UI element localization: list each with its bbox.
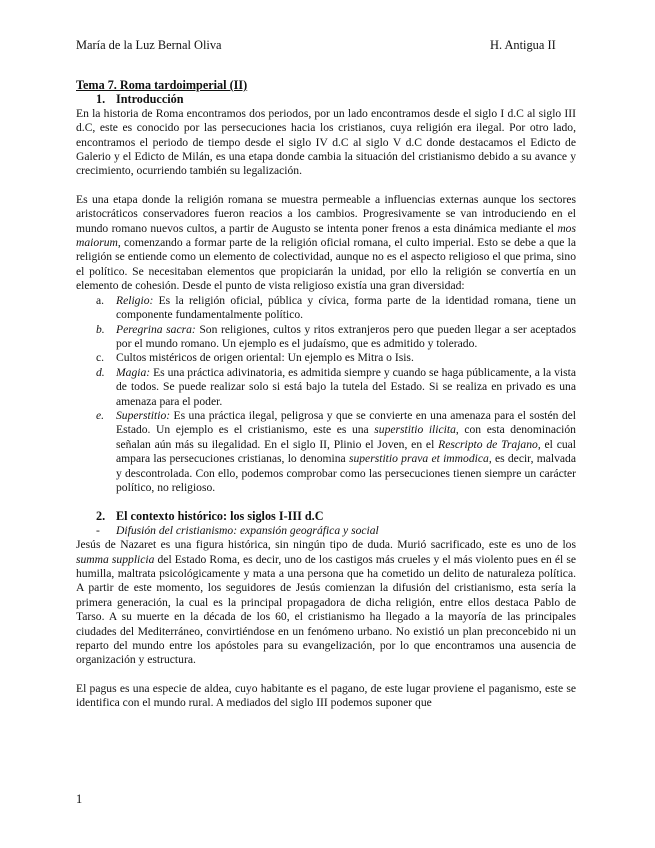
header-author: María de la Luz Bernal Oliva (76, 38, 222, 52)
section-1-number: 1. (96, 92, 106, 107)
document-body (76, 78, 576, 711)
list-item: b. Peregrina sacra: Son religiones, cultos y ritos extranjeros pero que pueden llegar a ser aceptados por el mundo romano. Un ejemplo es el judaísmo, que es admitido y tolerado. (96, 322, 576, 350)
document-title: Tema 7. Roma tardoimperial (II) (76, 78, 248, 92)
list-item: a. Religio: Es la religión oficial, pública y cívica, forma parte de la identidad romana, tiene un componente fundamentalmente político. (96, 293, 576, 322)
section-1-title: Introducción (116, 92, 184, 107)
section-2-subheading: - Difusión del cristianismo: expansión geográfica y social (96, 523, 379, 537)
section-2-heading (76, 509, 576, 523)
section-1-heading (76, 92, 576, 106)
list-item: c. Cultos mistéricos de origen oriental: Un ejemplo es Mitra o Isis. (96, 351, 414, 365)
page-number: 1 (76, 792, 83, 806)
header-course: H. Antigua II (490, 38, 556, 52)
section-1-paragraph-2: Es una etapa donde la religión romana se muestra permeable a influencias externas aunque los sectores aristocráticos conservadores fueron reacios a los cambios. Progresivamente se van introduciendo en el mundo romano nuevos cultos, a partir de Augusto se intenta poner frenos a esta dinámica mediante el mos maiorum, comenzando a formar parte de la religión oficial romana, el culto imperial. Esto se debe a que la religión se entiende como un elemento de colectividad, aunque no es el aspecto religioso el que prima, sino el político. Se necesitaban elementos que propiciarán la unidad, por ello la religión se convertía en un elemento de cohesión. Desde el punto de vista religioso existía una gran diversidad: (76, 192, 576, 293)
section-2-paragraph-2: El pagus es una especie de aldea, cuyo habitante es el pagano, de este lugar proviene el paganismo, este se identifica con el mundo rural. A mediados del siglo III podemos suponer que (76, 681, 576, 710)
list-item: e. Superstitio: Es una práctica ilegal, peligrosa y que se convierte en una amenaza para el sostén del Estado. Un ejemplo es el cristianismo, este es una superstitio ilicita, con esta denominación señalan aún más su ilegalidad. En el siglo II, Plinio el Joven, en el Rescripto de Trajano, el cual ampara las persecuciones cristianas, lo denomina superstitio prava et immodica, es decir, malvada y descontrolada. Con ello, podemos comprobar como las persecuciones tienen siempre un carácter político, no religioso. (96, 408, 577, 494)
section-2-number: 2. (96, 509, 106, 524)
section-2-title: El contexto histórico: los siglos I-III d.C (116, 509, 324, 524)
section-2-paragraph-1: Jesús de Nazaret es una figura histórica, sin ningún tipo de duda. Murió sacrificado, este es uno de los summa supplicia del Estado Roma, es decir, uno de los castigos más crueles y el más violento pues en él se humilla, maltrata psicológicamente y mata a una persona que ha cometido un delito de naturaleza política. A partir de este momento, los seguidores de Jesús comienzan la difusión del cristianismo, esta sería la primera generación, la cual es la principal propagadora de dicha religión, entre ellos destaca Pablo de Tarso. A su muerte en la década de los 60, el cristianismo ha llegado a la mayoría de las principales ciudades del Mediterráneo, convirtiéndose en un fenómeno urbano. No existió un plan preconcebido ni un reparto del mundo entre los apóstoles para su evangelización, por lo que encontramos una ausencia de organización y estructura. (76, 538, 577, 667)
list-item: d. Magia: Es una práctica adivinatoria, es admitida siempre y cuando se haga públicamente, a la vista de todos. Se puede realizar solo si está bajo la tutela del Estado. Si se realiza en privado es una amenaza para el poder. (96, 365, 576, 408)
religion-types-list (76, 294, 576, 496)
section-1-paragraph-1: En la historia de Roma encontramos dos periodos, por un lado encontramos desde el siglo I d.C al siglo III d.C, este es conocido por las persecuciones hacia los cristianos, cuya religión era ilegal. Por otro lado, encontramos el periodo de tiempo desde el siglo IV d.C al siglo V d.C donde destacamos el Edicto de Galerio y el Edicto de Milán, es una etapa donde cambia la situación del cristianismo debido a su avance y crecimiento, ocurriendo también su legalización. (76, 106, 576, 178)
